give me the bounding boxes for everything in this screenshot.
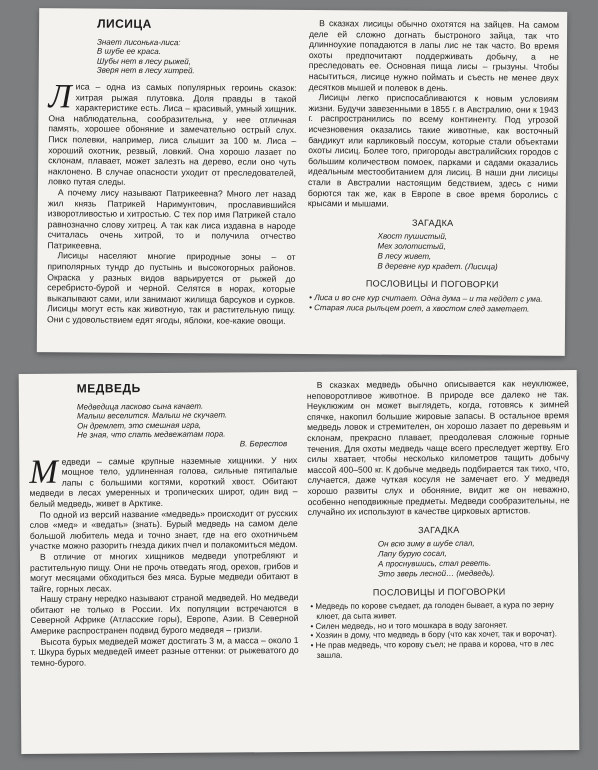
fox-proverbs-heading: ПОСЛОВИЦЫ И ПОГОВОРКИ [365,278,499,290]
bear-drop-cap: М [29,453,58,491]
fox-riddle-line: В лесу живет, [377,251,432,261]
fox-riddle-heading: ЗАГАДКА [411,217,454,228]
bear-proverb: • Не прав медведь, что корову съел; не права и корова, что в лес зашла. [309,639,571,660]
bear-epigraph-line: Он дремлет, это смешная игра, [77,420,202,431]
bear-proverbs-heading: ПОСЛОВИЦЫ И ПОГОВОРКИ [372,586,506,597]
bear-riddle-line: Он всю зиму в шубе спал, [377,539,475,549]
fox-riddle-line: В деревне кур крадет. (Лисица) [377,261,498,272]
bear-paragraph: Нашу страну нередко называют страной медведей. Но медведи обитают не только в России. Их популяции встречаются в Северной Африке (Атласские горы), Европе, Азии. В Северной Америке распространен подвид бурого медведя – гризли. [30,592,299,636]
bear-title: МЕДВЕДЬ [76,381,141,396]
bear-paragraph: В отличие от многих хищников медведи употребляют и растительную пищу. Они не прочь отведать ягод, орехов, грибов и могут месяцами обходиться без мяса. Бурые медведи обитают в тайге, горных лесах. [29,549,299,594]
bear-right-column [307,378,571,661]
fox-left-column [47,16,297,326]
bear-paragraph: В сказках медведь обычно описывается как неуклюжее, неповоротливое животное. В природе все далеко не так. Неуклюжим он может выглядеть, когда, готовясь к зимней спячке, накопил большие жировые запасы. В остальное время медведь ловок и стремителен, он хорошо лазает по деревьям и склонам, прекрасно плавает, преодолевая сложные горные течения. Для охоты медведь чаще всего преследует жертву. Его силы хватает, чтобы несколько километров тащить добычу массой 400–500 кг. К добыче медведь подбирается так тихо, что, случается, даже чуткая косуля не замечает его. У медведя хорошо развиты слух и обоняние, видит же он неважно, особенно неподвижные предметы. Медведи сообразительны, не случайно их используют в качестве цирковых артистов. [306,378,570,518]
bear-proverb: • Медведь по корове съедает, да голоден бывает, а кура по зерну клюет, да сыта живет. [308,600,570,621]
bear-paragraph: По одной из версий название «медведь» происходит от русских слов «мед» и «ведать» (знать). Бурый медведь на самом деле большой любитель меда и точно знает, где на его охотничьем участке можно разорить гнезда диких пчел и полакомиться медом. [29,507,298,552]
fox-right-column [307,18,559,314]
bear-riddle [378,538,570,579]
bear-left-column [29,380,299,668]
bear-paragraph: Высота бурых медведей может достигать 3 м, а масса – около 1 т. Шкура бурых медведей имеет разные оттенки: от рыжеватого до темно-бурого. [30,634,299,668]
fox-paragraph: Лисицы легко приспосабливаются к новым условиям жизни. Будучи завезенными в 1855 г. в Австралию, они к 1943 г. распространились по всему континенту. Под угрозой исчезновения оказались такие животные, как восточный бандикут или карликовый поссум, которые стали объектами охоты лисиц. Более того, пригороды австралийских городов с большим количеством помоек, парками и садами оказались идеальным местообитанием для лисиц. В наши дни лисицы стали в Австралии настоящим бедствием, здесь с ними борются так же, как в Европе в свое время боролись с крысами и мышами. [307,92,559,209]
fox-epigraph-line: Шубы нет в лесу рыжей, [96,56,192,67]
fox-riddle-line: Хвост пушистый, [377,231,448,242]
fox-proverbs-list [307,293,557,314]
fox-paragraph: В сказках лисицы обычно охотятся на зайцев. На самом деле ей сложно догнать быстроного зайца, так что длинноухие попадаются в лапы лис не так часто. Во время охоты предпочитают поддерживать добычу, а не преследовать ее. Основная пища лисы – грызуны. Чтобы насытиться, лисице нужно поймать и съесть не менее двух десятков мышей и полевок в день. [308,18,560,93]
fox-paragraph: Лисицы населяют многие природные зоны – от приполярных тундр до пустынь и высокогорных районов. Окраска у разных видов варьируется от рыжей до серебристо-бурой и черной. Селятся в норах, которые выкапывают сами, или занимают жилища барсуков и сурков. Лисицы могут есть как животную, так и растительную пищу. Они с удовольствием едят ягоды, яблоки, кое-какие овощи. [47,250,296,326]
bear-epigraph-line: Медведица ласково сына качает. [76,401,204,412]
bear-proverb: • Силен медведь, но и того мошкара в воду загоняет. [308,620,570,632]
fox-paragraph: Лиса – одна из самых популярных героинь сказок: хитрая рыжая плутовка. Доля правды в такой характеристике есть. Лиса – красивый, умный хищник. Она наблюдательна, сообразительна, у нее отличная память, хорошее обоняние и замечательно острый слух. Писк полевки, например, лиса слышит за 100 м. Лиса – хороший охотник, резвый, ловкий. Она хорошо лазает по склонам, плавает, может залезть на дерево, если оно чуть наклонено. В случае опасности уходит от преследователей, ловко путая следы. [47,78,297,188]
fox-riddle-line: Мех золотистый, [377,241,446,252]
fox-epigraph [97,37,297,77]
bear-riddle-line: Лапу бурую сосал, [377,549,447,559]
bear-epigraph [77,401,297,451]
fox-title: ЛИСИЦА [97,16,152,31]
bear-card [19,370,580,754]
bear-epigraph-line: Малыш веселится. Малыш не скучает. [76,410,228,421]
fox-proverb: • Лиса и во сне кур считает. Одна дума – и та нейдет с ума. [307,293,557,305]
bear-proverbs-list [308,600,570,661]
bear-riddle-line: Это зверь лесной… (медведь). [378,568,496,579]
fox-paragraph: А почему лису называют Патрикеевна? Много лет назад жил князь Патрикей Наримунтович, прославившийся изворотливостью и хитростью. С тех пор имя Патрикей стало равнозначно слову хитрец. А так как лиса издавна в народе считалась очень хитрой, то и получила отчество Патрикеевна. [47,187,296,251]
fox-epigraph-line: Зверя нет в лесу хитрей. [96,65,195,76]
bear-riddle-heading: ЗАГАДКА [418,524,460,535]
fox-drop-cap: Л [48,78,72,116]
fox-epigraph-line: В шубе ее краса. [96,46,161,57]
bear-riddle-line: А проснувшись, стал реветь. [377,558,492,569]
fox-riddle [377,232,557,272]
bear-epigraph-author: В. Берестов [239,439,288,449]
fox-epigraph-line: Знает лисонька-лиса: [96,37,181,47]
fox-proverb: • Старая лиса рыльцем роет, а хвостом след заметает. [307,303,557,315]
bear-proverb: • Хозяин в дому, что медведь в бору (что как хочет, так и ворочат). [308,630,570,642]
bear-paragraph: Медведи – самые крупные наземные хищники. У них мощное тело, удлиненная голова, сильные пятипалые лапы с большими когтями, короткий хвост. Обитают медведи в лесах умеренных и тропических широт, один вид – белый медведь, живет в Арктике. [29,453,298,509]
bear-epigraph-line: Не зная, что спать медвежатам пора. [77,429,226,440]
fox-card [37,8,567,356]
